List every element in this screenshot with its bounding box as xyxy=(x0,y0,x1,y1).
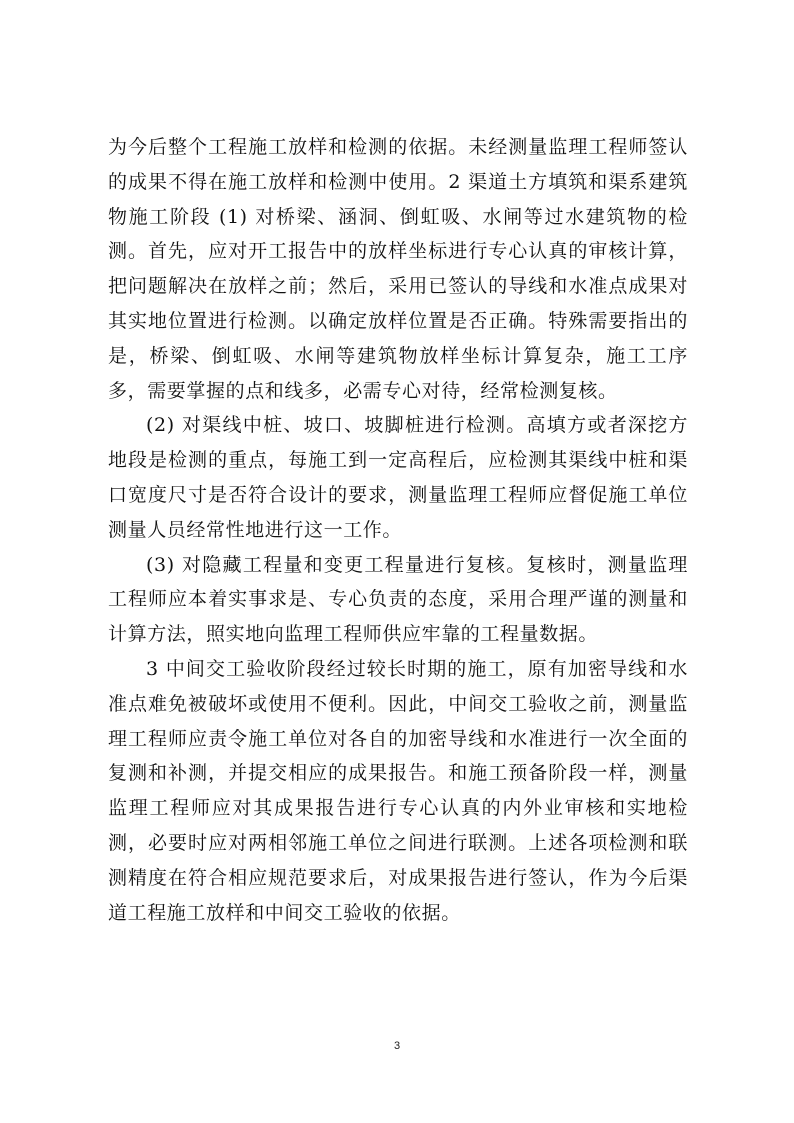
paragraph-item-3: (3) 对隐藏工程量和变更工程量进行复核。复核时，测量监理工程师应本着实事求是、专心负责的态度，采用合理严谨的测量和计算方法，照实地向监理工程师供应牢靠的工程量数据。 xyxy=(108,553,688,646)
paragraph-continuation: 为今后整个工程施工放样和检测的依据。未经测量监理工程师签认的成果不得在施工放样和检测中使用。2 渠道土方填筑和渠系建筑物施工阶段 (1) 对桥梁、涵洞、倒虹吸、水闸等过水建筑物的检测。首先，应对开工报告中的放样坐标进行专心认真的审核计算，把问题解决在放样之前；然后，采用已签认的导线和水准点成果对其实地位置进行检测。以确定放样位置是否正确。特殊需要指出的是，桥梁、倒虹吸、水闸等建筑物放样坐标计算复杂，施工工序多，需要掌握的点和线多，必需专心对待，经常检测复核。 xyxy=(108,136,688,402)
paragraph-section-3: 3 中间交工验收阶段经过较长时期的施工，原有加密导线和水准点难免被破坏或使用不便利。因此，中间交工验收之前，测量监理工程师应责令施工单位对各自的加密导线和水准进行一次全面的复测和补测，并提交相应的成果报告。和施工预备阶段一样，测量监理工程师应对其成果报告进行专心认真的内外业审核和实地检测，必要时应对两相邻施工单位之间进行联测。上述各项检测和联测精度在符合相应规范要求后，对成果报告进行签认，作为今后渠道工程施工放样和中间交工验收的依据。 xyxy=(108,657,688,924)
page-number: 3 xyxy=(393,1040,401,1052)
body-text xyxy=(108,130,688,930)
paragraph-item-2: (2) 对渠线中桩、坡口、坡脚桩进行检测。高填方或者深挖方地段是检测的重点，每施工到一定高程后，应检测其渠线中桩和渠口宽度尺寸是否符合设计的要求，测量监理工程师应督促施工单位测量人员经常性地进行这一工作。 xyxy=(108,414,688,541)
